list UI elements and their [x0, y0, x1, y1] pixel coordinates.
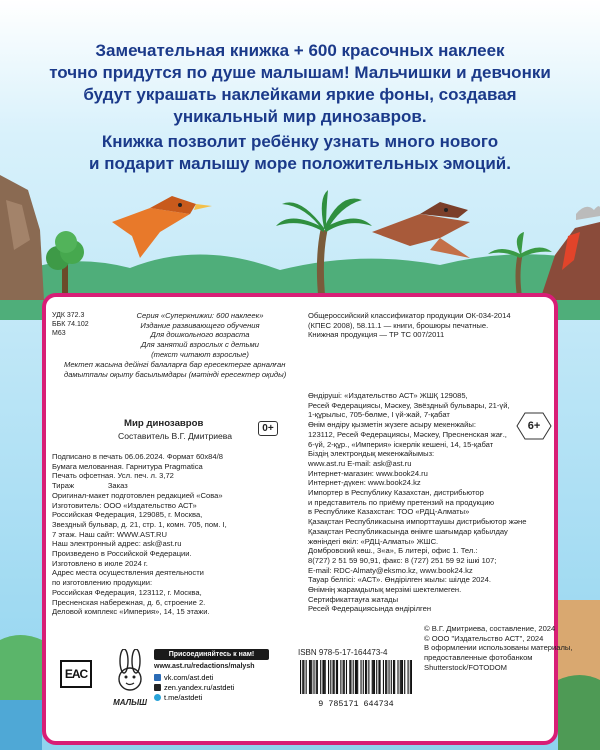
- imprint-line: по изготовлению продукции:: [52, 578, 153, 588]
- kz-line: Қазақстан Республикасында өнімге шағымдар қабылдау: [308, 526, 508, 536]
- barcode-bar: [400, 660, 401, 694]
- kz-line: E-mail: RDC-Almaty@eksmo.kz, www.book24.kz: [308, 565, 473, 575]
- barcode-bar: [306, 660, 307, 694]
- barcode-bar: [368, 660, 369, 694]
- imprint-line: Печать офсетная. Усл. печ. л. 3,72: [52, 471, 174, 481]
- kz-line: 6-үй, 2-құр., «Империя» іскерлік кешені, 14, 15-қабат: [308, 439, 494, 449]
- imprint-line: Бумага мелованная. Гарнитура Pragmatica: [52, 461, 203, 471]
- barcode-bar: [376, 660, 377, 694]
- barcode-bar: [300, 660, 301, 694]
- kz-line: Ресей Федерациясында өндірілген: [308, 604, 432, 614]
- series-kz: [64, 360, 286, 379]
- series-line: Издание развивающего обучения: [140, 320, 260, 330]
- kz-line: Өндіруші: «Издательство АСТ» ЖШҚ 129085,: [308, 391, 468, 400]
- barcode-bar: [408, 660, 409, 694]
- barcode-bar: [373, 660, 374, 694]
- barcode-bar: [310, 660, 311, 694]
- barcode-bar: [302, 660, 303, 694]
- kz-line: Импортер в Республику Казахстан, дистрибьютор: [308, 488, 484, 498]
- series-kz-line: Мектеп жасына дейінгі балаларға бар ересектерге арналған: [64, 360, 286, 369]
- udk-code: УДК 372.3: [52, 312, 85, 319]
- imprint-details: [52, 452, 227, 617]
- barcode-bar: [366, 660, 367, 694]
- barcode-bar: [330, 660, 331, 694]
- barcode-bar: [303, 660, 304, 694]
- copyright-line: © ООО "Издательство АСТ", 2024: [424, 633, 544, 643]
- barcode-bar: [401, 660, 402, 694]
- age-badge-6plus: [516, 412, 552, 440]
- zen-icon: [154, 684, 161, 691]
- product-classifier: [308, 311, 511, 340]
- intro-line: и подарит малышу море положительных эмоций.: [89, 154, 511, 173]
- barcode-bar: [357, 660, 358, 694]
- kz-line: Қазақстан Республикасына импорттаушы дистрибьютор және: [308, 517, 527, 527]
- kz-line: Өнімнің жарамдылық мерзімі шектелмеген.: [308, 585, 462, 595]
- classifier-line: (КПЕС 2008), 58.11.1 — книги, брошюры печатные.: [308, 320, 489, 330]
- barcode-bar: [336, 660, 337, 694]
- kz-line: Интернет-магазин: www.book24.ru: [308, 468, 428, 478]
- barcode-bar: [360, 660, 361, 694]
- imprint-line: Российская Федерация, 129085, г. Москва,: [52, 510, 203, 520]
- copyright: [424, 624, 572, 673]
- series-line: Для занятий взрослых с детьми: [141, 340, 259, 350]
- kazakh-importer-info: [308, 391, 526, 614]
- series-line: Серия «Суперкнижки: 600 наклеек»: [136, 311, 264, 320]
- barcode-bar: [322, 660, 323, 694]
- barcode-bar: [402, 660, 403, 694]
- barcode-bar: [328, 660, 329, 694]
- malysh-logo-text: МАЛЫШ: [113, 698, 147, 707]
- intro-line: Замечательная книжка + 600 красочных наклеек: [95, 41, 505, 60]
- imprint-line: Тираж Заказ: [52, 481, 128, 491]
- barcode-bar: [355, 660, 356, 694]
- kz-line: Біздің электрондық мекенжайымыз:: [308, 449, 435, 459]
- age-badge-0plus: 0+: [258, 421, 278, 436]
- malysh-logo: [108, 649, 152, 707]
- barcode-bar: [311, 660, 312, 694]
- series-kz-line: дамытпалы оқыту басылымдары (мәтінді ересектер оқиды): [64, 369, 287, 379]
- compiler: Составитель В.Г. Дмитриева: [118, 431, 233, 441]
- kz-line: www.ast.ru E-mail: ask@ast.ru: [308, 458, 412, 468]
- intro-line: уникальный мир динозавров.: [173, 107, 427, 126]
- barcode-bar: [320, 660, 321, 694]
- barcode-bar: [410, 660, 411, 694]
- barcode-digits: 9 785171 644734: [318, 699, 394, 709]
- barcode-bar: [374, 660, 375, 694]
- barcode-bar: [363, 660, 364, 694]
- author-sign: М63: [52, 330, 66, 337]
- eac-mark: EAC: [60, 660, 92, 688]
- barcode-bar: [325, 660, 326, 694]
- classifier-line: Общероссийский классификатор продукции ОК-034-2014: [308, 311, 511, 320]
- barcode-bar: [386, 660, 387, 694]
- intro-paragraph-2: [20, 131, 580, 175]
- intro-paragraph-1: [20, 40, 580, 128]
- kz-line: Интернет-дүкен: www.book24.kz: [308, 478, 421, 488]
- barcode-bar: [349, 660, 350, 694]
- barcode-bars: [300, 660, 412, 694]
- barcode-bar: [350, 660, 351, 694]
- kz-line: и представитель по приёму претензий на продукцию: [308, 497, 495, 507]
- barcode-bar: [411, 660, 412, 694]
- imprint-line: Адрес места осуществления деятельности: [52, 568, 204, 578]
- vk-link[interactable]: [154, 672, 269, 682]
- imprint-line: Пресненская набережная, д. 6, строение 2.: [52, 597, 206, 607]
- imprint-line: Изготовлено в июле 2024 г.: [52, 558, 148, 568]
- rabbit-logo-icon: [108, 649, 152, 693]
- classifier-line: Книжная продукция — ТР ТС 007/2011: [308, 330, 445, 340]
- series-line: (текст читают взрослые): [151, 349, 249, 359]
- imprint-line: Оригинал-макет подготовлен редакцией «Сова»: [52, 490, 223, 500]
- intro-line: будут украшать наклейками яркие фоны, создавая: [83, 85, 517, 104]
- intro-line: точно придутся по душе малышам! Мальчишки и девчонки: [49, 63, 551, 82]
- zen-link-text: zen.yandex.ru/astdeti: [164, 682, 235, 692]
- kz-line: 8(727) 2 51 59 90,91, факс: 8 (727) 251 59 92 ішкі 107;: [308, 555, 497, 565]
- social-links: [154, 649, 269, 702]
- barcode-bar: [404, 660, 405, 694]
- kz-line: Өнім өндіру қызметін жүзеге асыру мекенжайы:: [308, 420, 476, 430]
- age-6plus-label: 6+: [527, 420, 541, 432]
- copyright-line: Shutterstock/FOTODOM: [424, 662, 507, 672]
- vk-link-text: vk.com/ast.deti: [164, 672, 214, 682]
- telegram-link[interactable]: [154, 692, 269, 702]
- barcode-bar: [317, 660, 318, 694]
- kz-line: Сертификаттауға жатады: [308, 594, 399, 604]
- barcode-bar: [353, 660, 354, 694]
- barcode-bar: [344, 660, 345, 694]
- barcode-bar: [393, 660, 394, 694]
- barcode-bar: [313, 660, 314, 694]
- imprint-line: Наш электронный адрес: ask@ast.ru: [52, 539, 182, 549]
- barcode-bar: [332, 660, 333, 694]
- series-line: Для дошкольного возраста: [150, 330, 250, 340]
- join-banner: Присоединяйтесь к нам!: [154, 649, 269, 660]
- barcode-bar: [397, 660, 398, 694]
- barcode-bar: [309, 660, 310, 694]
- imprint-line: Подписано в печать 06.06.2024. Формат 60х84/8: [52, 452, 223, 461]
- copyright-line: В оформлении использованы материалы,: [424, 643, 573, 653]
- barcode-bar: [365, 660, 366, 694]
- zen-link[interactable]: [154, 682, 269, 692]
- barcode-bar: [380, 660, 381, 694]
- telegram-link-text: t.me/astdeti: [164, 692, 203, 702]
- book-title: Мир динозавров: [124, 418, 204, 429]
- imprint-line: Изготовитель: ООО «Издательство АСТ»: [52, 500, 197, 510]
- barcode-bar: [316, 660, 317, 694]
- series-info: [110, 311, 290, 360]
- kz-line: Домбровский көш., 3«а», Б литері, офис 1. Тел.:: [308, 546, 478, 556]
- imprint-line: 7 этаж. Наш сайт: WWW.AST.RU: [52, 529, 168, 539]
- barcode-bar: [356, 660, 357, 694]
- barcode-bar: [340, 660, 341, 694]
- barcode-bar: [343, 660, 344, 694]
- barcode-bar: [385, 660, 386, 694]
- kz-line: Ресей Федерациясы, Мәскеу, Звёздный бульвары, 21-үй,: [308, 400, 510, 410]
- copyright-line: предоставленные фотобанком: [424, 653, 533, 663]
- barcode-bar: [394, 660, 395, 694]
- classification-codes: [52, 311, 89, 338]
- barcode: [300, 660, 412, 709]
- copyright-line: © В.Г. Дмитриева, составление, 2024: [424, 624, 556, 633]
- intro-line: Книжка позволит ребёнку узнать много нового: [101, 132, 499, 151]
- vk-icon: [154, 674, 161, 681]
- social-site-link[interactable]: www.ast.ru/redactions/malysh: [154, 663, 255, 670]
- kz-line: 123112, Ресей Федерациясы, Мәскеу, Пресненская жағ.,: [308, 429, 507, 439]
- barcode-bar: [378, 660, 379, 694]
- kz-line: жөніндегі өкіл: «РДЦ-Алматы» ЖШС.: [308, 536, 439, 546]
- barcode-bar: [334, 660, 335, 694]
- imprint-line: Звездный бульвар, д. 21, стр. 1, комн. 705, пом. I,: [52, 519, 227, 529]
- kz-line: Тауар белгісі: «АСТ». Өндірілген жылы: шілде 2024.: [308, 575, 491, 585]
- barcode-bar: [372, 660, 373, 694]
- barcode-bar: [346, 660, 347, 694]
- imprint-line: Российская Федерация, 123112, г. Москва,: [52, 587, 202, 597]
- barcode-bar: [337, 660, 338, 694]
- barcode-bar: [324, 660, 325, 694]
- kz-line: в Республике Казахстан: ТОО «РДЦ-Алматы»: [308, 507, 470, 517]
- imprint-card: [42, 293, 573, 745]
- telegram-icon: [154, 694, 161, 701]
- barcode-bar: [383, 660, 384, 694]
- kz-line: 1-құрылыс, 705-бөлме, I үй-жай, 7-қабат: [308, 410, 450, 420]
- isbn: ISBN 978-5-17-164473-4: [298, 648, 388, 657]
- barcode-bar: [391, 660, 392, 694]
- bbk-code: ББК 74.102: [52, 321, 89, 328]
- imprint-line: Произведено в Российской Федерации.: [52, 549, 192, 559]
- barcode-bar: [388, 660, 389, 694]
- imprint-line: Деловой комплекс «Империя», 14, 15 этажи.: [52, 607, 210, 617]
